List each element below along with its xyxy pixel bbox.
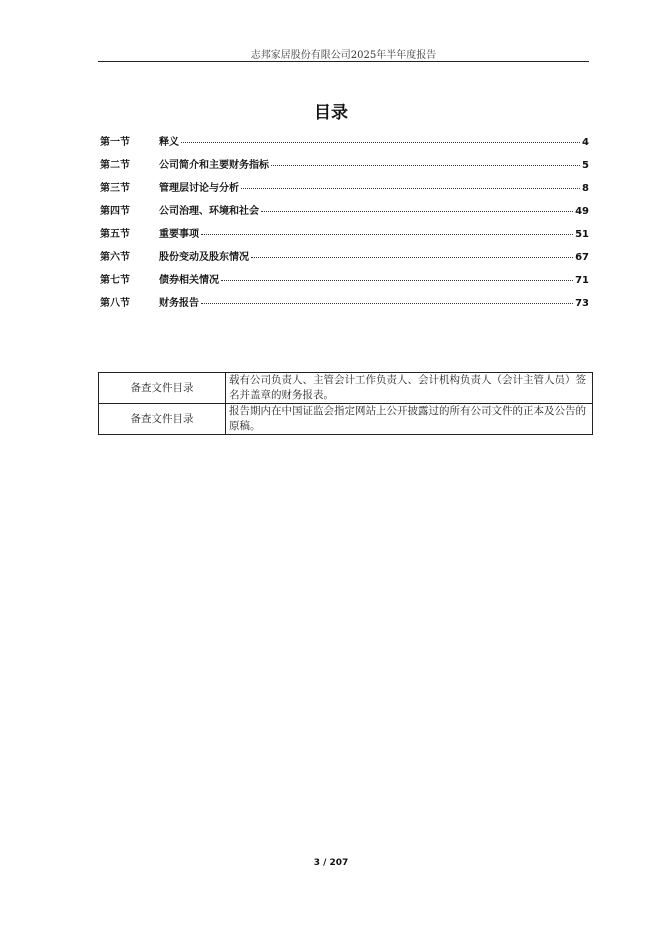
toc-leader-dots [201,234,573,235]
toc-page-number: 73 [575,298,589,309]
toc-page-number: 4 [582,137,589,148]
toc-page-number: 5 [582,160,589,171]
toc-section-title: 股份变动及股东情况 [159,252,249,263]
toc-section-title: 管理层讨论与分析 [159,183,239,194]
toc-section-title: 财务报告 [159,298,199,309]
reference-label: 备查文件目录 [99,404,226,435]
toc-page-number: 67 [575,252,589,263]
toc-page-number: 49 [575,206,589,217]
toc-page-number: 8 [582,183,589,194]
table-row [99,404,593,435]
table-row [99,373,593,404]
page-number-footer: 3 / 207 [313,858,349,868]
reference-documents-table [98,372,593,435]
toc-section-title: 债券相关情况 [159,275,219,286]
toc-entry[interactable] [100,294,589,317]
toc-leader-dots [241,188,580,189]
toc-entry[interactable] [100,133,589,156]
toc-leader-dots [251,257,573,258]
toc-section-number: 第三节 [100,183,130,194]
toc-section-number: 第五节 [100,229,130,240]
toc-entry[interactable] [100,179,589,202]
toc-page-number: 51 [575,229,589,240]
toc-leader-dots [201,303,573,304]
toc-section-number: 第六节 [100,252,130,263]
toc-leader-dots [221,280,573,281]
header-divider [98,61,589,62]
toc-section-number: 第一节 [100,137,130,148]
toc-section-title: 公司治理、环境和社会 [159,206,259,217]
toc-section-number: 第四节 [100,206,130,217]
toc-section-number: 第七节 [100,275,130,286]
toc-leader-dots [181,142,580,143]
toc-entry[interactable] [100,156,589,179]
reference-content: 报告期内在中国证监会指定网站上公开披露过的所有公司文件的正本及公告的原稿。 [226,404,593,435]
reference-content: 载有公司负责人、主管会计工作负责人、会计机构负责人（会计主管人员）签名并盖章的财务报表。 [226,373,593,404]
toc-section-title: 公司简介和主要财务指标 [159,160,269,171]
table-of-contents [100,133,589,317]
toc-entry[interactable] [100,225,589,248]
toc-entry[interactable] [100,271,589,294]
toc-section-number: 第八节 [100,298,130,309]
toc-entry[interactable] [100,202,589,225]
running-header: 志邦家居股份有限公司2025年半年度报告 [250,50,437,61]
toc-page-number: 71 [575,275,589,286]
toc-section-title: 重要事项 [159,229,199,240]
toc-leader-dots [261,211,573,212]
toc-entry[interactable] [100,248,589,271]
page-title: 目录 [314,103,348,123]
toc-section-title: 释义 [159,137,179,148]
toc-leader-dots [271,165,580,166]
reference-label: 备查文件目录 [99,373,226,404]
toc-section-number: 第二节 [100,160,130,171]
